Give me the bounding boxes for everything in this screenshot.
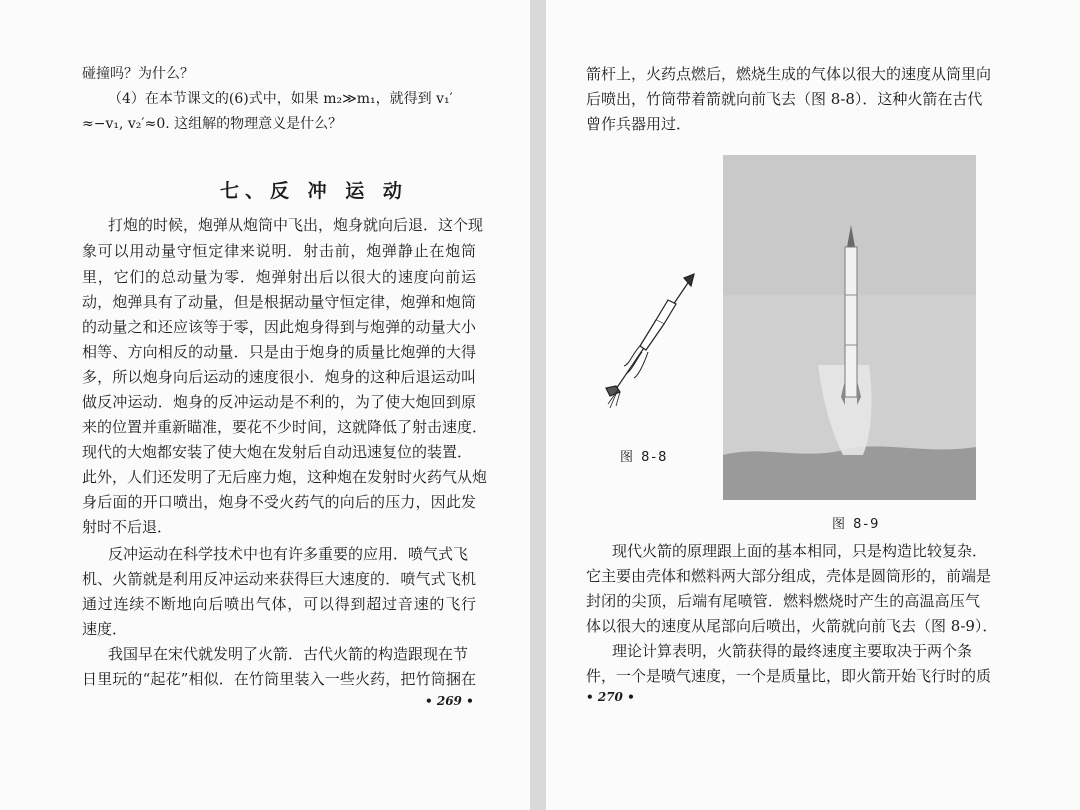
text-line: 动，炮弹具有了动量，但是根据动量守恒定律，炮弹和炮筒 — [82, 293, 476, 311]
text-line: 封闭的尖顶，后端有尾喷管．燃料燃烧时产生的高温高压气 — [586, 592, 980, 610]
text-line: 日里玩的“起花”相似．在竹筒里装入一些火药，把竹筒捆在 — [82, 670, 476, 688]
text-line: 箭杆上，火药点燃后，燃烧生成的气体以很大的速度从筒里向 — [586, 65, 992, 83]
text-line: 里，它们的总动量为零．炮弹射出后以很大的速度向前运 — [82, 268, 476, 286]
rocket-launch-photo — [723, 155, 976, 500]
flame-strokes — [624, 346, 648, 378]
text-line: 此外，人们还发明了无后座力炮，这种炮在发射时火药气从炮 — [82, 468, 488, 486]
text-line: 现代火箭的原理跟上面的基本相同，只是构造比较复杂． — [612, 542, 988, 560]
text-line: 通过连续不断地向后喷出气体，可以得到超过音速的飞行 — [82, 595, 476, 613]
text-line: 件，一个是喷气速度，一个是质量比，即火箭开始飞行时的质 — [586, 667, 992, 685]
book-gutter — [530, 0, 546, 810]
text-line: 反冲运动在科学技术中也有许多重要的应用．喷气式飞 — [108, 545, 469, 563]
text-line: 身后面的开口喷出，炮身不受火药气的向后的压力，因此发 — [82, 493, 476, 511]
text-line: 速度． — [82, 620, 128, 638]
text-line: 射时不后退． — [82, 518, 173, 536]
fletching — [606, 386, 620, 396]
section-heading: 七、反 冲 运 动 — [220, 180, 408, 202]
exercise-4-line: （4）在本节课文的(6)式中，如果 m₂≫m₁，就得到 v₁′ — [108, 91, 453, 107]
text-line: 来的位置并重新瞄准，要花不少时间，这就降低了射击速度． — [82, 418, 488, 436]
text-line: 现代的大炮都安装了使大炮在发射后自动迅速复位的装置． — [82, 443, 473, 461]
text-line: 我国早在宋代就发明了火箭．古代火箭的构造跟现在节 — [108, 645, 469, 663]
text-line: 机、火箭就是利用反冲运动来获得巨大速度的．喷气式飞机 — [82, 570, 476, 588]
bamboo-tube — [656, 300, 676, 324]
text-line: 理论计算表明，火箭获得的最终速度主要取决于两个条 — [612, 642, 973, 660]
page-number: • 270 • — [586, 690, 635, 704]
text-line: 的动量之和还应该等于零，因此炮身得到与炮弹的动量大小 — [82, 318, 476, 336]
text-line: 曾作兵器用过． — [586, 115, 692, 133]
page-number: • 269 • — [425, 694, 474, 708]
ancient-rocket-sketch — [596, 268, 704, 416]
exercise-tail-line: 碰撞吗？为什么？ — [82, 66, 194, 82]
text-line: 多，所以炮身向后运动的速度很小．炮身的这种后退运动叫 — [82, 368, 476, 386]
figure-caption-8-9: 图 8-9 — [832, 517, 881, 532]
arrowhead — [684, 274, 694, 286]
text-line: 打炮的时候，炮弹从炮筒中飞出，炮身就向后退．这个现 — [108, 216, 484, 234]
left-page — [0, 0, 530, 810]
text-line: 相等、方向相反的动量．只是由于炮身的质量比炮弹的大得 — [82, 343, 476, 361]
text-line: 象可以用动量守恒定律来说明．射击前，炮弹静止在炮筒 — [82, 242, 476, 260]
exercise-4-formula-line: ≈−v₁, v₂′≈0. 这组解的物理意义是什么？ — [82, 116, 343, 132]
text-line: 做反冲运动．炮身的反冲运动是不利的，为了使大炮回到原 — [82, 393, 476, 411]
text-line: 它主要由壳体和燃料两大部分组成，壳体是圆筒形的，前端是 — [586, 567, 992, 585]
text-line: 后喷出，竹筒带着箭就向前飞去（图 8-8）．这种火箭在古代 — [586, 90, 983, 108]
text-line: 体以很大的速度从尾部向后喷出，火箭就向前飞去（图 8-9）． — [586, 617, 998, 635]
figure-caption-8-8: 图 8-8 — [620, 450, 669, 465]
